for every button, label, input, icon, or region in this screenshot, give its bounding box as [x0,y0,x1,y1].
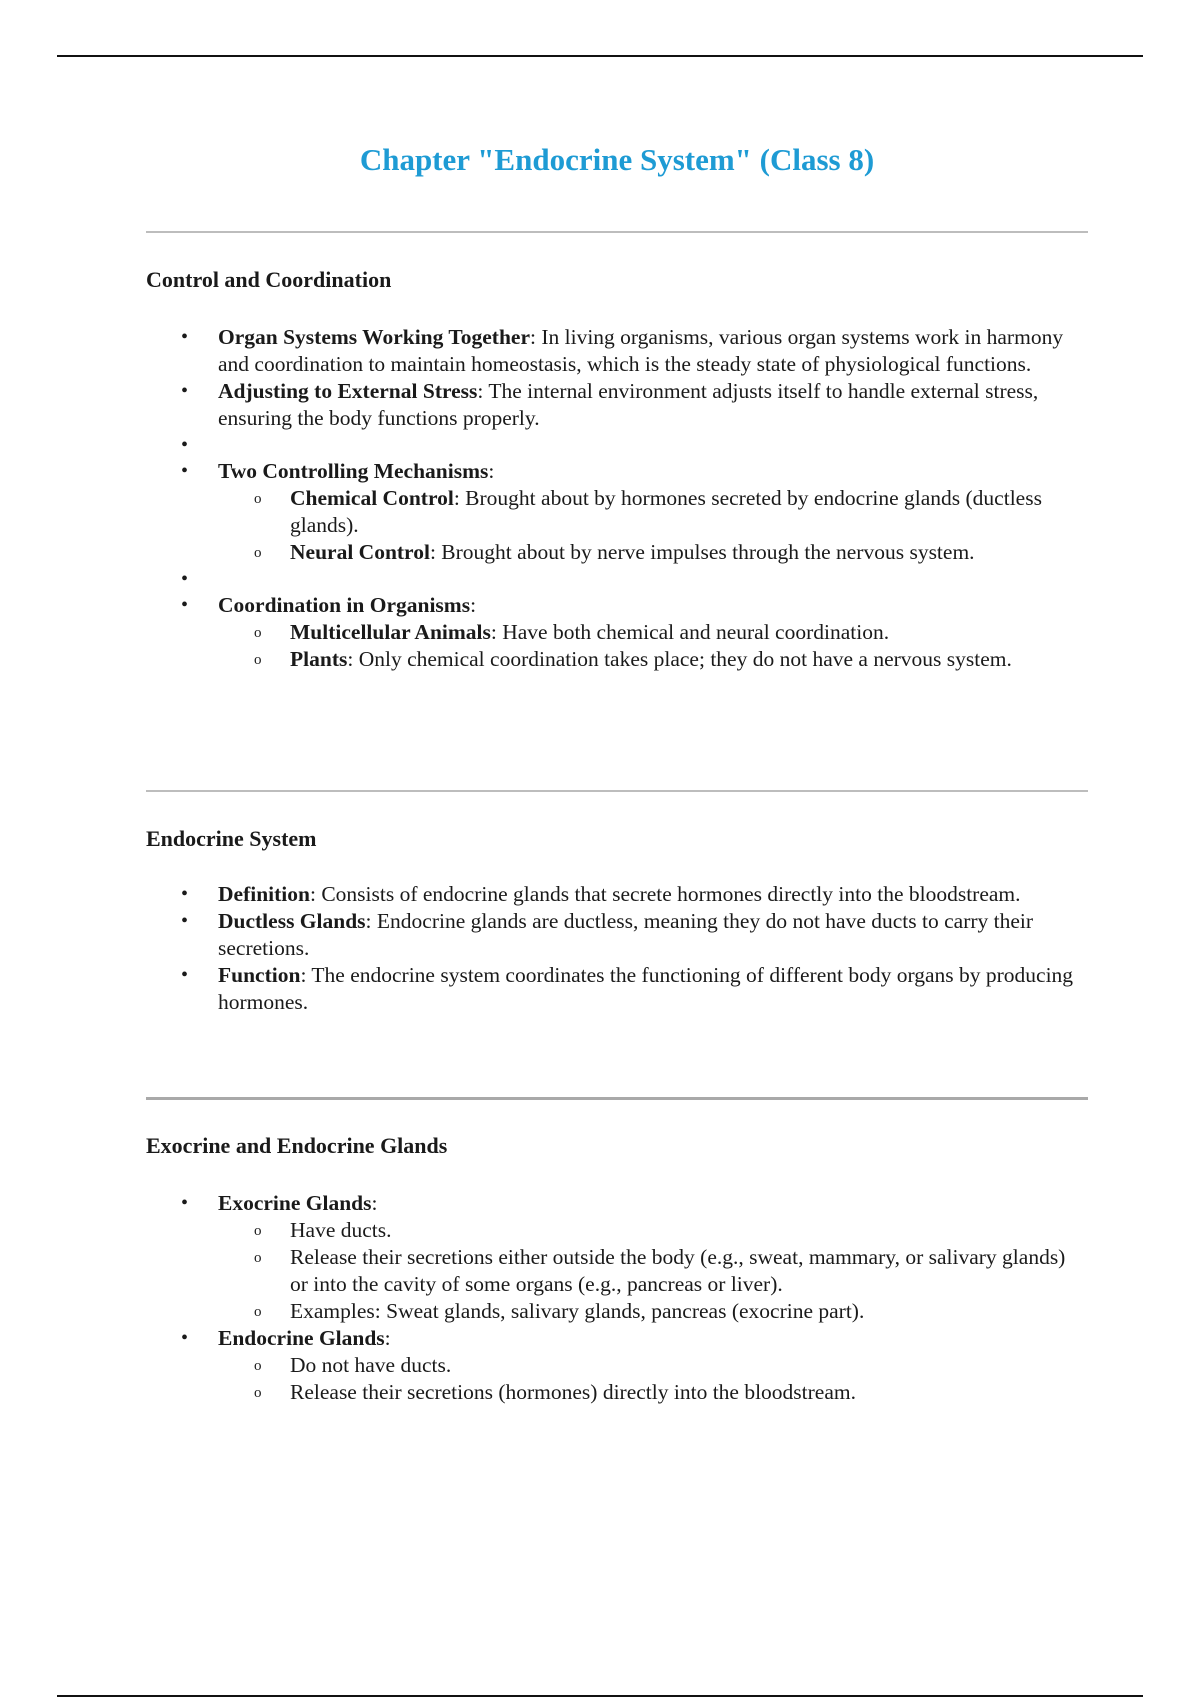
page-bottom-rule [57,1695,1143,1697]
page-top-rule [57,55,1143,57]
spacer [146,432,1088,458]
section-heading-control: Control and Coordination [146,267,392,292]
sub-list-item: o Multicellular Animals: Have both chemical and neural coordination. [218,619,1088,646]
sub-list-item: o Have ducts. [218,1217,1088,1244]
list-item: • Exocrine Glands: o Have ducts. o Release their secretions either outside the body (e.g., sweat, mammary, or salivary glands) or into the cavity of some organs (e.g., pancreas or liver). o Examples: Sweat glands, salivary glands, pancreas (exocrine part). [146,1190,1088,1325]
spacer [146,566,1088,592]
sub-list-item: o Do not have ducts. [218,1352,1088,1379]
sub-list [218,485,1088,566]
sub-list-item: o Neural Control: Brought about by nerve impulses through the nervous system. [218,539,1088,566]
list-item: • Two Controlling Mechanisms: o Chemical Control: Brought about by hormones secreted by endocrine glands (ductless glands). o Neural Control: Brought about by nerve impulses through the nervous system. [146,458,1088,566]
sub-list-item: o Release their secretions either outside the body (e.g., sweat, mammary, or salivary glands) or into the cavity of some organs (e.g., pancreas or liver). [218,1244,1088,1298]
list-item: • Organ Systems Working Together: In living organisms, various organ systems work in harmony and coordination to maintain homeostasis, which is the steady state of physiological functions. [146,324,1088,378]
sub-list-item: o Release their secretions (hormones) directly into the bloodstream. [218,1379,1088,1406]
section-divider [146,790,1088,792]
control-list [146,324,1088,673]
list-item: • Definition: Consists of endocrine glands that secrete hormones directly into the bloodstream. [146,881,1088,908]
sub-list [218,619,1088,673]
list-item: • Coordination in Organisms: o Multicellular Animals: Have both chemical and neural coordination. o Plants: Only chemical coordination takes place; they do not have a nervous system. [146,592,1088,673]
sub-list [218,1352,1088,1406]
section-divider [146,231,1088,233]
list-item: • Ductless Glands: Endocrine glands are ductless, meaning they do not have ducts to carry their secretions. [146,908,1088,962]
endocrine-list [146,881,1088,1016]
sub-list-item: o Examples: Sweat glands, salivary glands, pancreas (exocrine part). [218,1298,1088,1325]
section-heading-endocrine: Endocrine System [146,826,317,851]
list-item: • Endocrine Glands: o Do not have ducts. o Release their secretions (hormones) directly into the bloodstream. [146,1325,1088,1406]
sub-list [218,1217,1088,1325]
sub-list-item: o Plants: Only chemical coordination takes place; they do not have a nervous system. [218,646,1088,673]
section-heading-glands: Exocrine and Endocrine Glands [146,1133,448,1158]
section-divider [146,1097,1088,1100]
list-item: • Function: The endocrine system coordinates the functioning of different body organs by producing hormones. [146,962,1088,1016]
list-item: • Adjusting to External Stress: The internal environment adjusts itself to handle external stress, ensuring the body functions properly. [146,378,1088,432]
page-title: Chapter "Endocrine System" (Class 8) [359,142,875,177]
glands-list [146,1190,1088,1406]
sub-list-item: o Chemical Control: Brought about by hormones secreted by endocrine glands (ductless glands). [218,485,1088,539]
